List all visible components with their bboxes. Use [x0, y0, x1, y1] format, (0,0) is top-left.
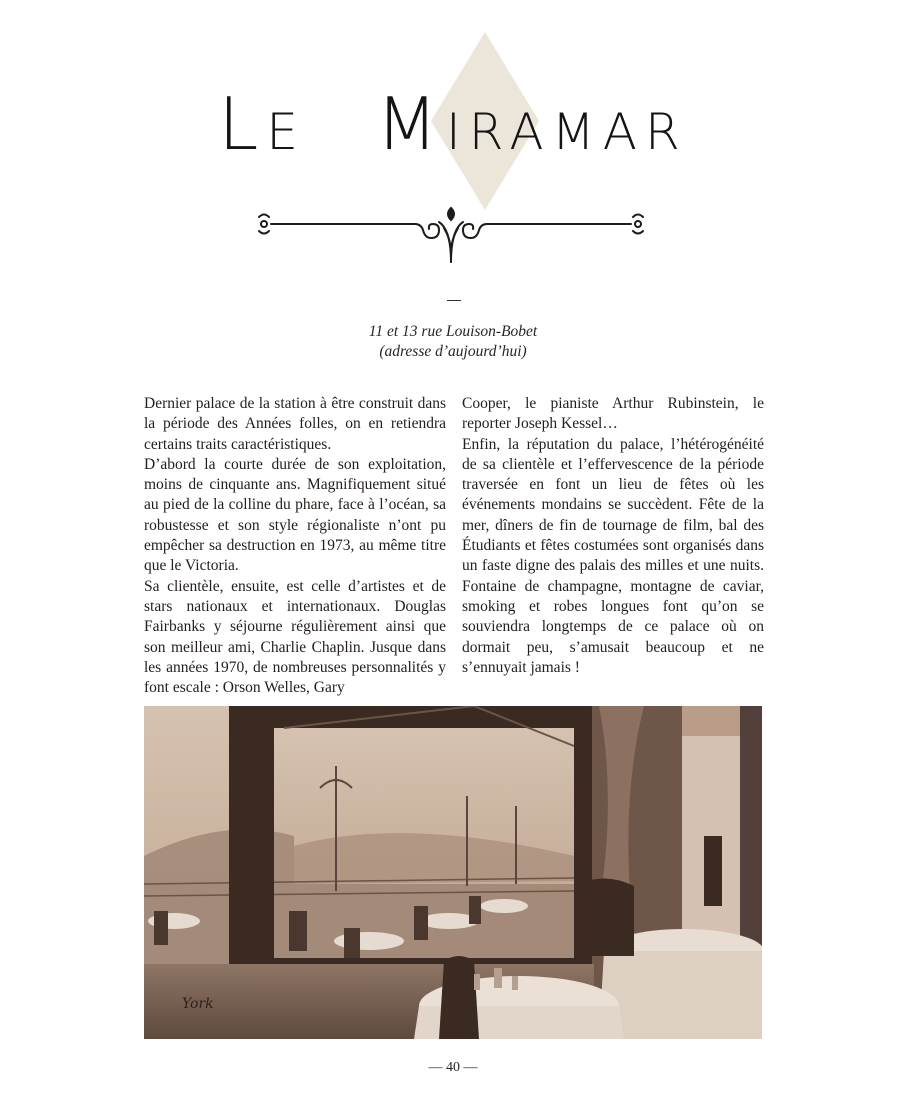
- address-block: [300, 322, 606, 362]
- separator-dash: [447, 300, 461, 301]
- photographer-signature: York: [182, 996, 214, 1012]
- address-line: 11 et 13 rue Louison-Bobet: [368, 323, 538, 340]
- paragraph: Dernier palace de la station à être construit dans la période des Années folles, on en retiendra certains traits caractéristiques.: [144, 395, 446, 453]
- address-note: (adresse d’aujourd’hui): [379, 343, 527, 360]
- paragraph: D’abord la courte durée de son exploitation, moins de cinquante ans. Magnifiquement situé au pied de la colline du phare, face à l’océan, sa robustesse et son style régionaliste n’ont pu empêcher sa destruction en 1973, au même titre que le Victoria.: [144, 455, 446, 575]
- paragraph: Sa clientèle, ensuite, est celle d’artistes et de stars nationaux et internationaux. Douglas Fairbanks y séjourne régulièrement ainsi que son meilleur ami, Charlie Chaplin. Jusque dans les années 1970, de nombreuses personnalités y font escale : Orson Welles, Gary: [144, 577, 446, 697]
- page-title: LE MIRAMAR: [218, 82, 688, 166]
- paragraph: Enfin, la réputation du palace, l’hétérogénéité de sa clientèle et l’effervescence de la période traversée en font un lieu de fêtes où les événements mondains se succèdent. Fête de la mer, dîners de fin de tournage de film, bal des Étudiants et fêtes costumées sont organisés dans un faste digne des palais des milles et une nuits. Fontaine de champagne, montagne de caviar, smoking et robes longues font qu’on se souviendra longtemps de ce palace où on dormait peu, s’amusait beaucoup et ne s’ennuyait jamais !: [462, 435, 764, 676]
- text-column-right: [462, 394, 764, 678]
- page-number: — 40 —: [428, 1060, 478, 1075]
- historic-photo-dining-room: [144, 706, 762, 1039]
- paragraph: Cooper, le pianiste Arthur Rubinstein, le reporter Joseph Kessel…: [462, 395, 764, 433]
- flourish-divider: [255, 200, 647, 264]
- text-column-left: [144, 394, 446, 698]
